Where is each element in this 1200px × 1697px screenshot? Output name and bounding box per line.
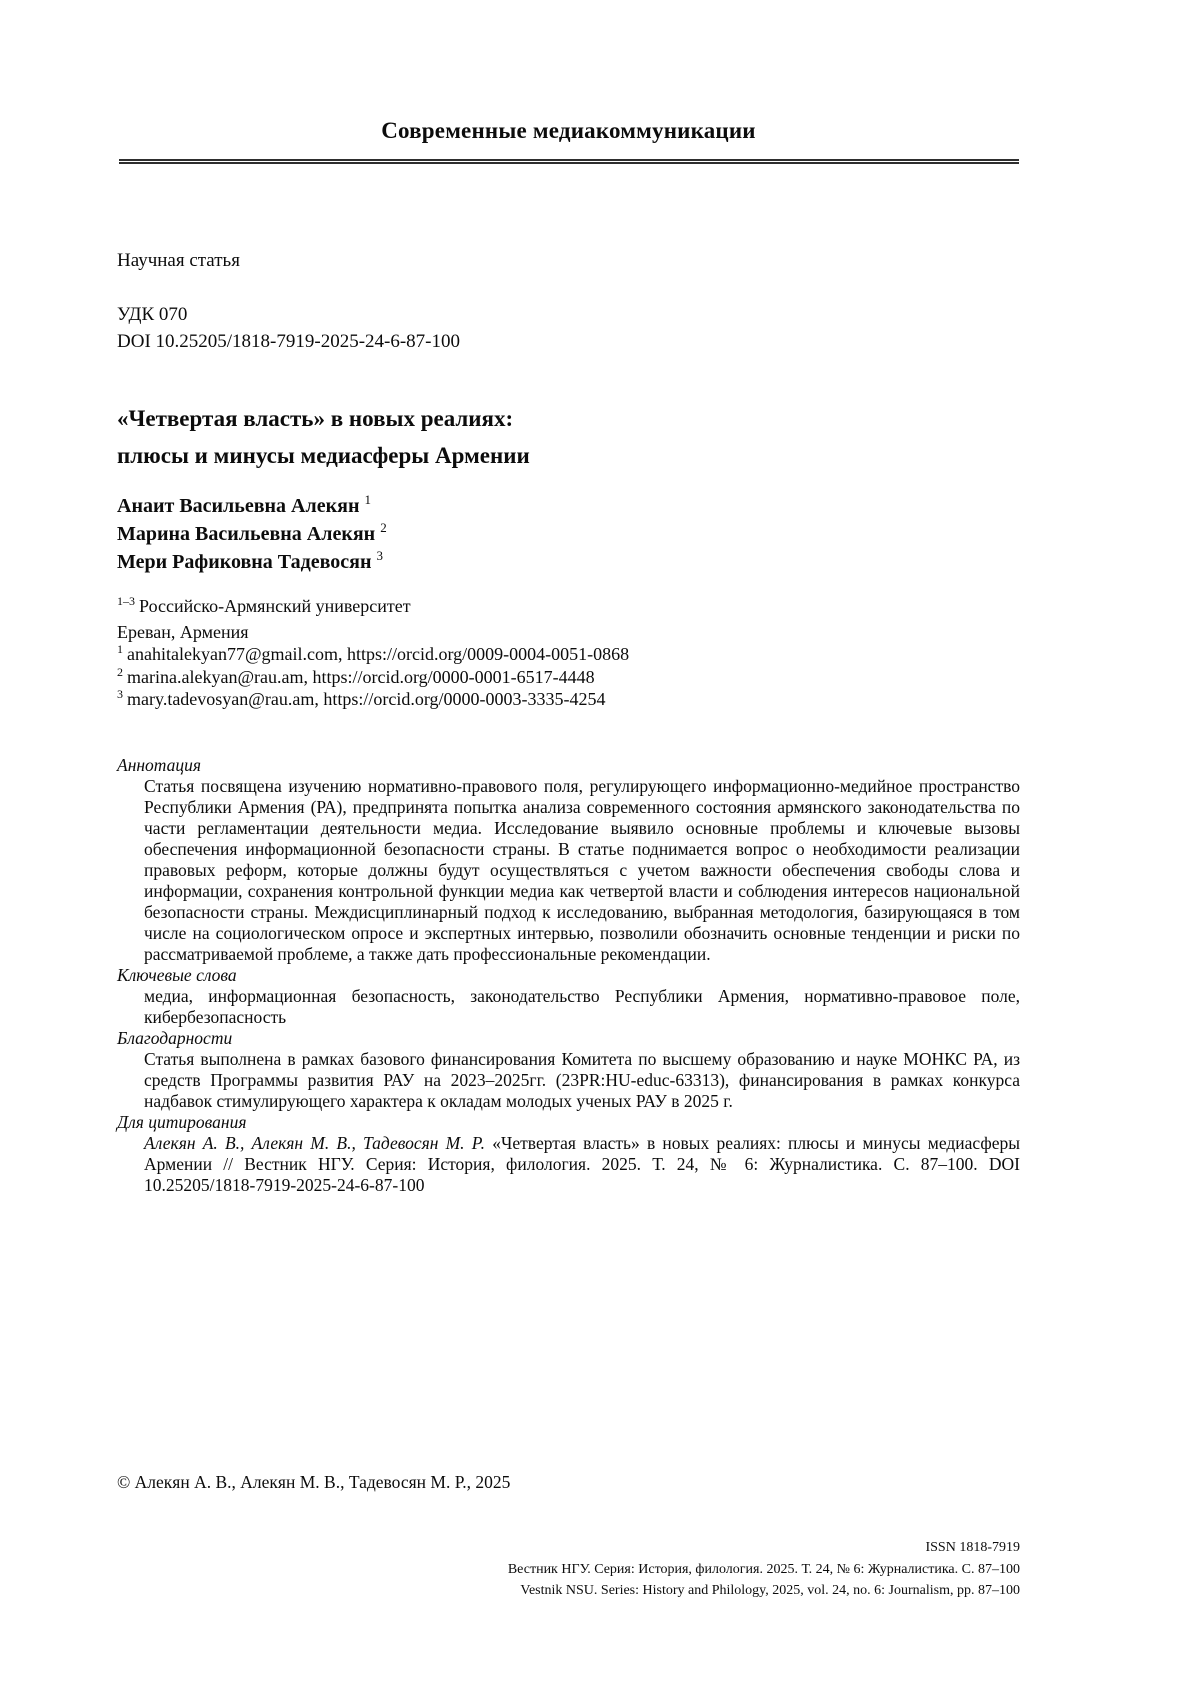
authors-list bbox=[117, 492, 387, 576]
author-contacts bbox=[117, 643, 629, 711]
affiliation-organization bbox=[117, 593, 411, 619]
footer-journal-en: Vestnik NSU. Series: History and Philology, 2025, vol. 24, no. 6: Journalism, pp. 87–100 bbox=[520, 1583, 1020, 1598]
footer-journal-ru: Вестник НГУ. Серия: История, филология. 2025. Т. 24, № 6: Журналистика. С. 87–100 bbox=[507, 1561, 1020, 1577]
keywords-heading: Ключевые слова bbox=[117, 965, 237, 985]
article-title-line-1: «Четвертая власть» в новых реалиях: bbox=[117, 406, 514, 431]
header-double-rule bbox=[119, 159, 1019, 164]
author-name bbox=[117, 492, 387, 520]
contact-line bbox=[117, 643, 629, 666]
citation-reference: «Четвертая власть» в новых реалиях: плюсы и минусы медиасферы Армении // Вестник НГУ. Серия: История, филология. 2025. Т. 24, № 6: Журналистика. С. 87–100. DOI 10.25205/1818-7919-2025-24-6-87-100 bbox=[144, 1133, 1020, 1195]
affiliation-marks: 1–3 bbox=[117, 594, 135, 608]
journal-section-title: Современные медиакоммуникации bbox=[381, 118, 756, 143]
copyright-line: © Алекян А. В., Алекян М. В., Тадевосян М. Р., 2025 bbox=[117, 1472, 511, 1492]
article-type-label: Научная статья bbox=[117, 250, 240, 271]
udc-number: УДК 070 bbox=[117, 304, 188, 325]
abstract-heading: Аннотация bbox=[117, 755, 202, 775]
abstract-text: Статья посвящена изучению нормативно-правового поля, регулирующего информационно-медийное пространство Республики Армения (РА), предпринята попытка анализа современного состояния армянского законодательства по части регламентации деятельности медиа. Исследование выявило основные проблемы и ключевые вызовы обеспечения информационной безопасности страны. В статье поднимается вопрос о необходимости реализации правовых реформ, которые должны будут осуществляться с учетом важности обеспечения свободы слова и информации, сохранения контрольной функции медиа как четвертой власти и соблюдения интересов национальной безопасности страны. Междисциплинарный подход к исследованию, выбранная методология, базирующаяся в том числе на социологическом опросе и экспертных интервью, позволили обозначить основные тенденции и риски по рассматриваемой проблеме, а также дать профессиональные рекомендации. bbox=[144, 776, 1020, 964]
keywords-text: медиа, информационная безопасность, законодательство Республики Армения, нормативно-правовое поле, кибербезопасность bbox=[144, 986, 1020, 1027]
author-name bbox=[117, 548, 387, 576]
citation-heading: Для цитирования bbox=[117, 1112, 247, 1132]
author-3-name: Мери Рафиковна Тадевосян bbox=[117, 551, 372, 573]
author-name bbox=[117, 520, 387, 548]
acknowledgments-heading: Благодарности bbox=[117, 1028, 233, 1048]
article-identifiers bbox=[117, 301, 460, 355]
author-2-affiliation-mark: 2 bbox=[380, 520, 387, 536]
affiliation-organization-name: Российско-Армянский университет bbox=[139, 596, 411, 616]
contact-3-mark: 3 bbox=[117, 687, 123, 701]
journal-footer bbox=[117, 1537, 1020, 1602]
author-1-affiliation-mark: 1 bbox=[364, 492, 371, 508]
author-2-name: Марина Васильевна Алекян bbox=[117, 523, 376, 545]
affiliation-block bbox=[117, 593, 411, 645]
contact-2-mark: 2 bbox=[117, 664, 123, 679]
affiliation-city: Ереван, Армения bbox=[117, 622, 249, 642]
contact-1-mark: 1 bbox=[117, 642, 123, 656]
citation-text bbox=[117, 1133, 1020, 1196]
article-title bbox=[117, 400, 1020, 474]
doi-number: DOI 10.25205/1818-7919-2025-24-6-87-100 bbox=[117, 331, 461, 352]
footer-issn: ISSN 1818-7919 bbox=[925, 1540, 1020, 1555]
front-matter-sections bbox=[117, 755, 1020, 1196]
article-title-line-2: плюсы и минусы медиасферы Армении bbox=[117, 443, 530, 468]
contact-3-email-orcid: mary.tadevosyan@rau.am, https://orcid.org/0000-0003-3335-4254 bbox=[127, 689, 606, 709]
contact-1-email-orcid: anahitalekyan77@gmail.com, https://orcid.org/0009-0004-0051-0868 bbox=[127, 644, 630, 664]
citation-authors: Алекян А. В., Алекян М. В., Тадевосян М. Р. bbox=[144, 1133, 486, 1153]
author-1-name: Анаит Васильевна Алекян bbox=[117, 495, 360, 517]
contact-2-email-orcid: marina.alekyan@rau.am, https://orcid.org/0000-0001-6517-4448 bbox=[127, 666, 595, 687]
author-3-affiliation-mark: 3 bbox=[376, 548, 384, 564]
contact-line bbox=[117, 666, 629, 689]
acknowledgments-text: Статья выполнена в рамках базового финансирования Комитета по высшему образованию и науке МОНКС РА, из средств Программы развития РАУ на 2023–2025гг. (23PR:HU-educ-63313), финансирования в рамках конкурса надбавок стимулирующего характера к окладам молодых ученых РАУ в 2025 г. bbox=[144, 1049, 1020, 1111]
contact-line bbox=[117, 688, 629, 711]
